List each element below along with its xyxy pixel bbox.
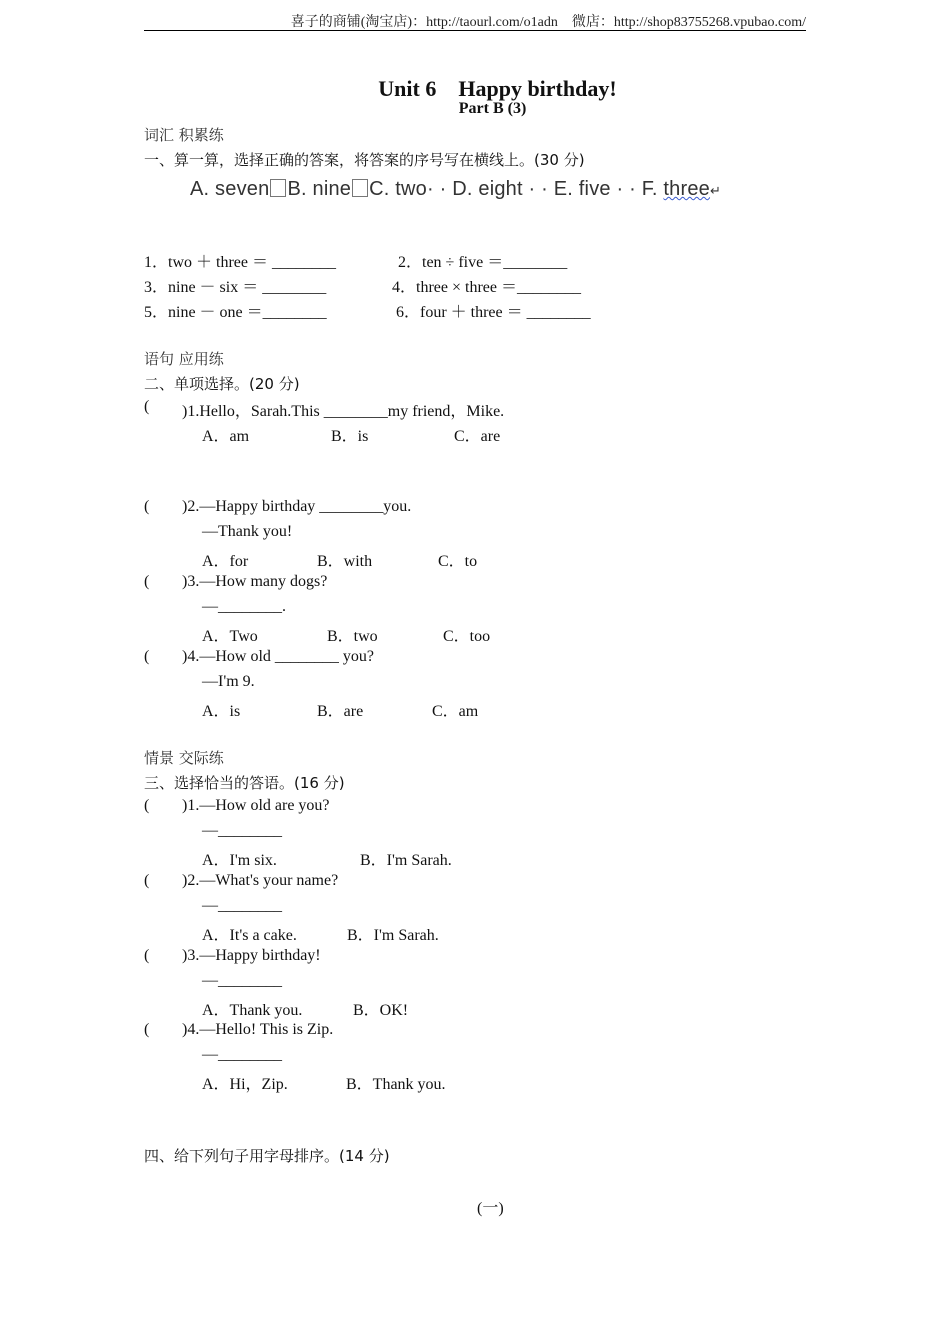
question-2-2: )2.—Happy birthday ________you. [182,498,412,515]
math-item-3: 3．nine － six ＝ ________ [144,279,327,296]
question-reply: —________. [202,598,286,615]
choice-a: A．is [202,703,241,720]
option-a: A. seven [190,178,270,200]
choice-b: B．with [317,553,373,570]
answer-paren: ( [144,498,150,515]
question-reply: —________ [202,972,282,989]
question-3-2: )2.—What's your name? [182,872,339,889]
math-item-4: 4．three × three ＝________ [392,279,581,296]
question-3-4: )4.—Hello! This is Zip. [182,1021,334,1038]
question-2-1: )1.Hello，Sarah.This ________my friend，Mike. [182,403,505,420]
answer-paren: ( [144,797,150,814]
section-2-title: 二、单项选择。(20 分) [144,375,300,393]
choice-b: B．OK! [353,1002,409,1019]
answer-paren: ( [144,872,150,889]
choice-b: B．two [327,628,378,645]
section-4-title: 四、给下列句子用字母排序。(14 分) [144,1147,390,1165]
page-title: Unit 6 Happy birthday! [378,76,617,101]
option-b: B. nine [287,178,352,200]
question-2-3: )3.—How many dogs? [182,573,328,590]
page-header-text: 喜子的商铺(淘宝店)：http://taourl.com/o1adn 微店：http://shop83755268.vpubao.com/ [290,15,806,30]
header-divider [144,30,806,31]
math-item-5: 5．nine － one ＝________ [144,304,327,321]
choice-a: A．for [202,553,249,570]
option-f-word: three [663,178,711,200]
answer-paren: ( [144,573,150,590]
question-reply: —________ [202,822,282,839]
answer-paren: ( [144,398,150,415]
question-reply: —Thank you! [202,523,293,540]
question-2-4: )4.—How old ________ you? [182,648,374,665]
question-3-3: )3.—Happy birthday! [182,947,321,964]
choice-b: B．Thank you. [346,1076,446,1093]
math-item-1: 1．two ＋ three ＝ ________ [144,254,336,271]
category-communication: 情景 交际练 [144,749,224,767]
choice-c: C．too [443,628,491,645]
choice-a: A．I'm six. [202,852,277,869]
choice-b: B．is [331,428,369,445]
choice-b: B．I'm Sarah. [347,927,439,944]
question-reply: —________ [202,897,282,914]
category-vocabulary: 词汇 积累练 [144,126,224,144]
question-reply: —I'm 9. [202,673,255,690]
page-subtitle: Part B (3) [458,100,527,117]
choice-a: A．am [202,428,250,445]
question-reply: —________ [202,1046,282,1063]
choice-b: B．are [317,703,364,720]
answer-paren: ( [144,648,150,665]
box-glyph [270,179,286,197]
choice-a: A．Thank you. [202,1002,303,1019]
section-3-title: 三、选择恰当的答语。(16 分) [144,774,345,792]
math-item-6: 6．four ＋ three ＝ ________ [396,304,591,321]
math-item-2: 2．ten ÷ five ＝________ [398,254,568,271]
answer-options-image [190,178,721,201]
section-1-title: 一、算一算，选择正确的答案，将答案的序号写在横线上。(30 分) [144,151,585,169]
category-sentences: 语句 应用练 [144,350,224,368]
choice-a: A．Hi，Zip. [202,1076,288,1093]
choice-a: A．It's a cake. [202,927,297,944]
answer-paren: ( [144,947,150,964]
answer-paren: ( [144,1021,150,1038]
choice-c: C．to [438,553,478,570]
choice-c: C．are [454,428,501,445]
option-c-f: C. two· · D. eight · · E. five · · F. [369,178,664,200]
box-glyph [352,179,368,197]
choice-b: B．I'm Sarah. [360,852,452,869]
choice-a: A．Two [202,628,258,645]
page-footer: (一) [477,1200,504,1217]
return-mark-icon: ↵ [710,183,722,198]
choice-c: C．am [432,703,479,720]
question-3-1: )1.—How old are you? [182,797,330,814]
